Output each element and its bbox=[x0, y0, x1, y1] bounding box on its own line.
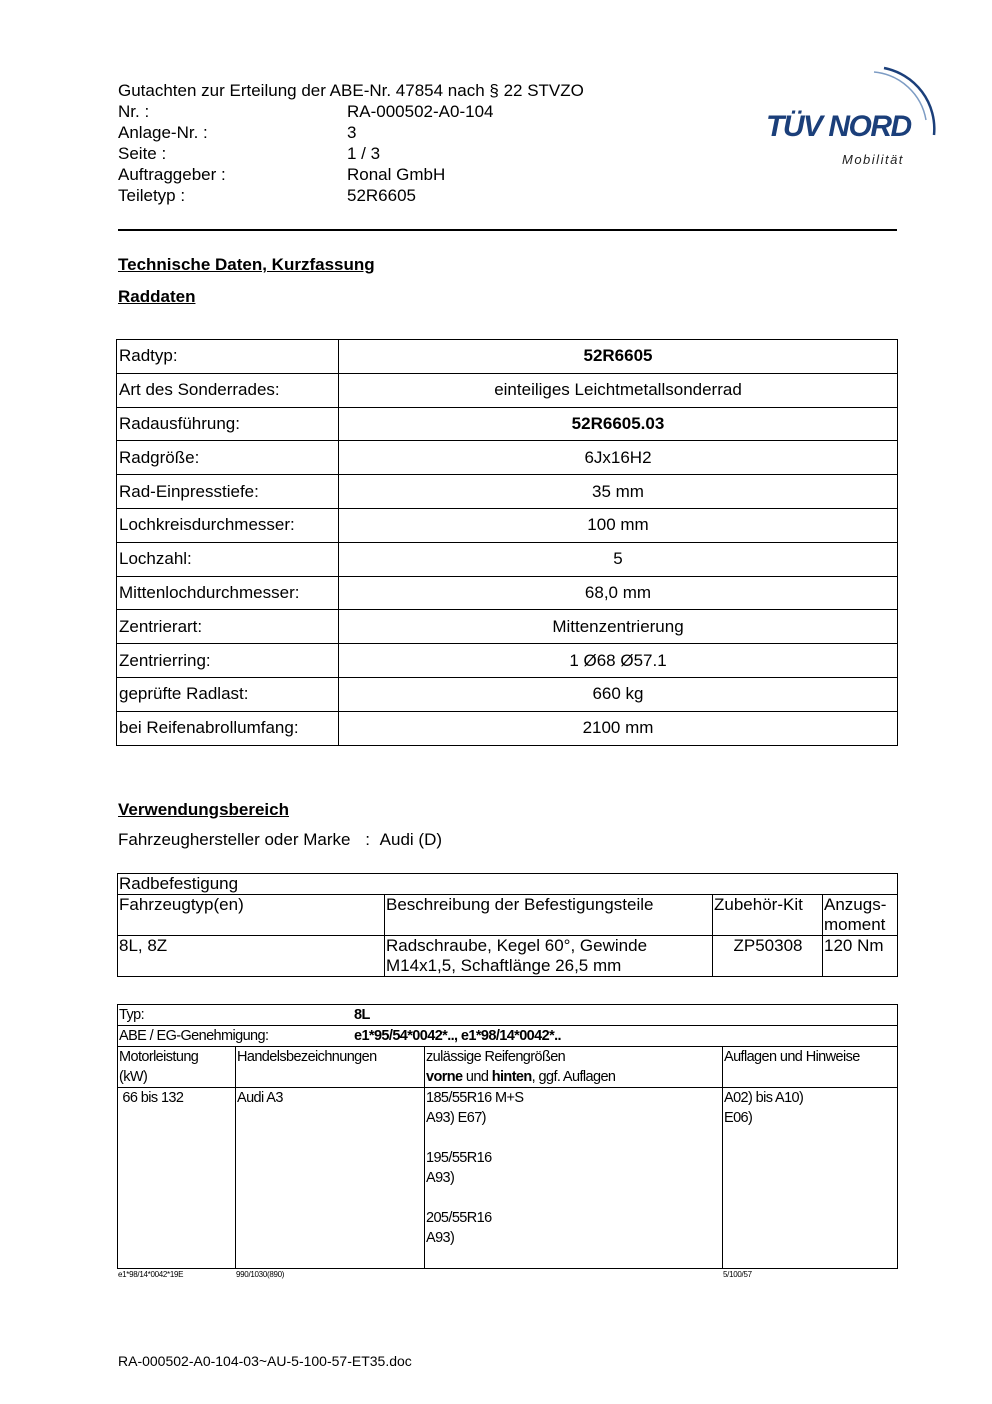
abe-row bbox=[118, 1026, 898, 1047]
raddaten-label: Zentrierring: bbox=[117, 644, 339, 678]
abe-label: ABE / EG-Genehmigung: bbox=[119, 1028, 269, 1044]
torque: 120 Nm bbox=[823, 936, 898, 977]
raddaten-row bbox=[117, 508, 898, 542]
raddaten-label: geprüfte Radlast: bbox=[117, 677, 339, 711]
fastener-description: Radschraube, Kegel 60°, Gewinde M14x1,5, Schaftlänge 26,5 mm bbox=[385, 936, 713, 977]
raddaten-row bbox=[117, 610, 898, 644]
reifen-vorne: vorne bbox=[426, 1069, 463, 1085]
tuv-nord-logo bbox=[766, 60, 941, 170]
header-key: Anlage-Nr. : bbox=[118, 123, 208, 142]
section-title: Technische Daten, Kurzfassung bbox=[118, 255, 375, 274]
raddaten-label: Art des Sonderrades: bbox=[117, 373, 339, 407]
auflagen-value: A02) bis A10) E06) bbox=[723, 1088, 898, 1269]
raddaten-value: 68,0 mm bbox=[339, 576, 898, 610]
reifen-header-line1: zulässige Reifengrößen bbox=[426, 1049, 566, 1065]
typ-row bbox=[118, 1005, 898, 1026]
raddaten-row bbox=[117, 711, 898, 745]
header-cell: Zubehör-Kit bbox=[713, 895, 823, 936]
raddaten-row bbox=[117, 407, 898, 441]
raddaten-label: Lochzahl: bbox=[117, 542, 339, 576]
vehicle-types: 8L, 8Z bbox=[118, 936, 385, 977]
raddaten-label: bei Reifenabrollumfang: bbox=[117, 711, 339, 745]
logo-subtitle: Mobilität bbox=[842, 152, 904, 167]
raddaten-row bbox=[117, 542, 898, 576]
raddaten-table bbox=[116, 339, 898, 746]
manufacturer-label: Fahrzeughersteller oder Marke bbox=[118, 830, 351, 849]
motor-value: 66 bis 132 bbox=[118, 1088, 236, 1269]
raddaten-value: 6Jx16H2 bbox=[339, 441, 898, 475]
raddaten-label: Mittenlochdurchmesser: bbox=[117, 576, 339, 610]
raddaten-row bbox=[117, 644, 898, 678]
abe-value: e1*95/54*0042*.., e1*98/14*0042*.. bbox=[354, 1028, 561, 1044]
raddaten-row bbox=[117, 677, 898, 711]
auflagen-header: Auflagen und Hinweise bbox=[723, 1047, 898, 1088]
raddaten-row bbox=[117, 441, 898, 475]
header-row bbox=[118, 122, 584, 143]
typ-value: 8L bbox=[354, 1007, 370, 1023]
accessory-kit: ZP50308 bbox=[713, 936, 823, 977]
typ-foot-bolt: 5/100/57 bbox=[723, 1270, 752, 1279]
typ-table bbox=[117, 1004, 898, 1269]
header-cell: Anzugs- moment bbox=[823, 895, 898, 936]
raddaten-value: 5 bbox=[339, 542, 898, 576]
header-cell: Beschreibung der Befestigungsteile bbox=[385, 895, 713, 936]
raddaten-label: Lochkreisdurchmesser: bbox=[117, 508, 339, 542]
header-row bbox=[118, 164, 584, 185]
raddaten-label: Radgröße: bbox=[117, 441, 339, 475]
raddaten-value: einteiliges Leichtmetallsonderrad bbox=[339, 373, 898, 407]
header-row bbox=[118, 101, 584, 122]
raddaten-label: Radausführung: bbox=[117, 407, 339, 441]
section-subtitle: Raddaten bbox=[118, 287, 196, 306]
header-row bbox=[118, 143, 584, 164]
document-footer: RA-000502-A0-104-03~AU-5-100-57-ET35.doc bbox=[118, 1353, 412, 1369]
typ-header-row bbox=[118, 1047, 898, 1088]
typ-label: Typ: bbox=[119, 1007, 144, 1023]
reifen-hinten: hinten bbox=[491, 1069, 532, 1085]
raddaten-label: Rad-Einpresstiefe: bbox=[117, 475, 339, 509]
raddaten-row bbox=[117, 340, 898, 374]
typ-foot-weight: 990/1030(890) bbox=[236, 1270, 285, 1279]
raddaten-value: 1 Ø68 Ø57.1 bbox=[339, 644, 898, 678]
raddaten-row bbox=[117, 576, 898, 610]
manufacturer-value: Audi (D) bbox=[379, 830, 443, 849]
befestigung-header-row bbox=[118, 895, 898, 936]
raddaten-label: Radtyp: bbox=[117, 340, 339, 374]
reifen-rest: , ggf. Auflagen bbox=[531, 1069, 616, 1085]
befestigung-data-row bbox=[118, 936, 898, 977]
raddaten-value: 660 kg bbox=[339, 677, 898, 711]
header-value: RA-000502-A0-104 bbox=[347, 102, 494, 121]
header-cell: Fahrzeugtyp(en) bbox=[118, 895, 385, 936]
raddaten-value: 35 mm bbox=[339, 475, 898, 509]
raddaten-label: Zentrierart: bbox=[117, 610, 339, 644]
handel-value: Audi A3 bbox=[236, 1088, 425, 1269]
raddaten-row bbox=[117, 475, 898, 509]
raddaten-value: 100 mm bbox=[339, 508, 898, 542]
header-key: Seite : bbox=[118, 144, 167, 163]
header-divider bbox=[118, 229, 897, 231]
header-value: 52R6605 bbox=[347, 186, 417, 205]
manufacturer-separator: : bbox=[365, 830, 370, 849]
raddaten-value: Mittenzentrierung bbox=[339, 610, 898, 644]
header-value: 3 bbox=[347, 123, 357, 142]
header-key: Nr. : bbox=[118, 102, 150, 121]
document-header bbox=[118, 80, 584, 206]
logo-brand: TÜV NORD bbox=[766, 110, 911, 143]
header-value: Ronal GmbH bbox=[347, 165, 446, 184]
header-key: Auftraggeber : bbox=[118, 165, 226, 184]
header-value: 1 / 3 bbox=[347, 144, 381, 163]
befestigung-table bbox=[117, 873, 898, 977]
reifen-und: und bbox=[462, 1069, 492, 1085]
header-key: Teiletyp : bbox=[118, 186, 186, 205]
typ-data-row bbox=[118, 1088, 898, 1269]
verwendung-title: Verwendungsbereich bbox=[118, 800, 289, 819]
raddaten-value: 52R6605.03 bbox=[339, 407, 898, 441]
befestigung-caption-row bbox=[118, 874, 898, 895]
reifen-value: 185/55R16 M+S A93) E67) 195/55R16 A93) 205/55R16 A93) bbox=[425, 1088, 723, 1269]
raddaten-value: 2100 mm bbox=[339, 711, 898, 745]
befestigung-caption: Radbefestigung bbox=[118, 874, 898, 895]
manufacturer-line bbox=[118, 830, 442, 850]
reifen-header bbox=[425, 1047, 723, 1088]
header-title: Gutachten zur Erteilung der ABE-Nr. 47854 nach § 22 STVZO bbox=[118, 81, 584, 100]
raddaten-row bbox=[117, 373, 898, 407]
raddaten-value: 52R6605 bbox=[339, 340, 898, 374]
motor-header: Motorleistung (kW) bbox=[118, 1047, 236, 1088]
typ-foot-code: e1*98/14*0042*19E bbox=[118, 1270, 184, 1279]
reifen-header-line2 bbox=[426, 1067, 722, 1087]
handel-header: Handelsbezeichnungen bbox=[236, 1047, 425, 1088]
header-row bbox=[118, 185, 584, 206]
